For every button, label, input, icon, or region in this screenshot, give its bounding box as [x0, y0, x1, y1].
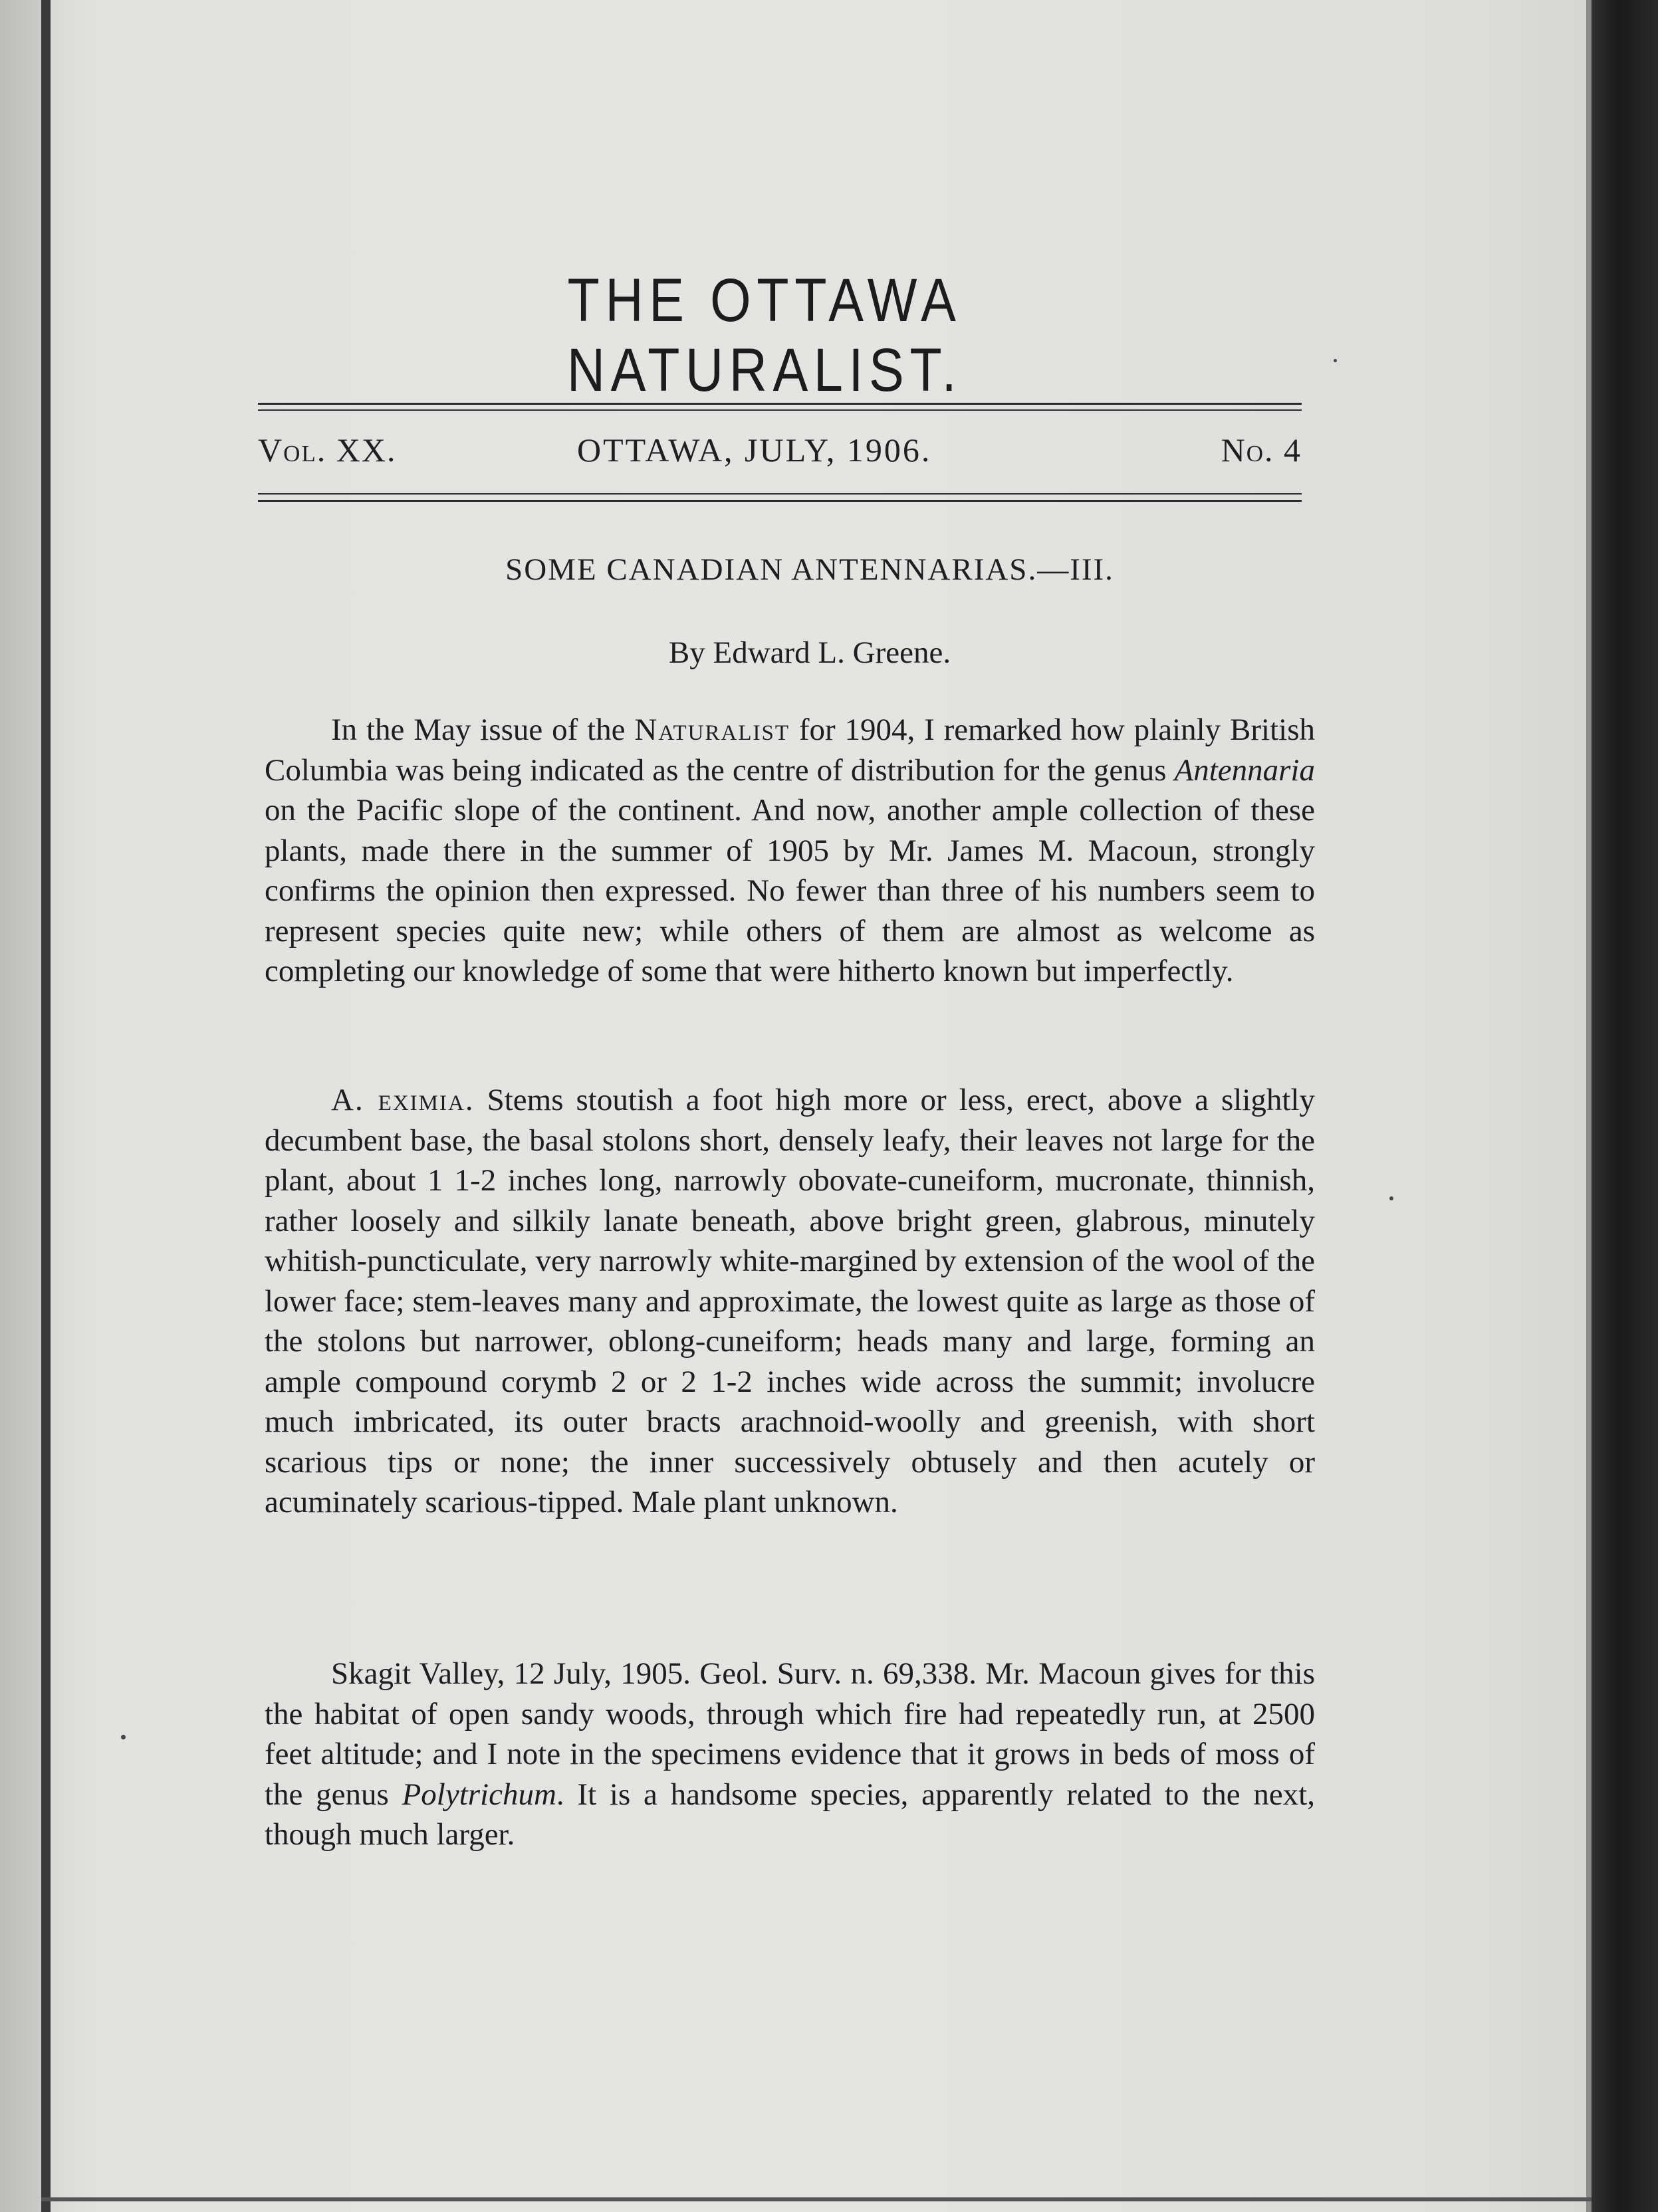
scan-speck: [1334, 359, 1337, 362]
para3-text-b: . It is a handsome species, apparently related to the next, though much larger.: [265, 1777, 1315, 1852]
dark-background-edge: [1592, 0, 1658, 2212]
para1-text-b: for 1904, I remarked how plainly British Columbia was being indicated as the centre of distribution for the genus: [265, 713, 1315, 788]
masthead-rule-top: [258, 403, 1302, 405]
species-name: A. eximia.: [331, 1083, 475, 1117]
genus-polytrichum: Polytrichum: [402, 1777, 556, 1812]
issue-line: [258, 431, 1302, 477]
para3-text-a: Skagit Valley, 12 July, 1905. Geol. Surv. n. 69,338. Mr. Macoun gives for this the habitat of open sandy woods, through which fire had repeatedly run, at 2500 feet altitude; and I note in the specimens evidence that it grows in beds of moss of the genus: [265, 1656, 1315, 1812]
scan-speck: [1389, 1196, 1393, 1200]
paragraph-intro: [265, 710, 1315, 992]
scan-speck: [121, 1735, 126, 1739]
masthead-rule-top-inner: [258, 409, 1302, 411]
bottom-edge-line: [41, 2197, 1592, 2201]
journal-masthead: THE OTTAWA NATURALIST.: [566, 267, 963, 404]
dateline: OTTAWA, JULY, 1906.: [577, 431, 932, 469]
genus-name: Antennaria: [1174, 752, 1315, 788]
para2-text: Stems stoutish a foot high more or less, erect, above a slightly decumbent base, the basal stolons short, densely leafy, their leaves not large for the plant, about 1 1-2 inches long, narrowly obovate-cuneiform, mucronate, thinnish, rather loosely and silkily lanate beneath, above bright green, glabrous, minutely whitish-puncticulate, very narrowly white-margined by extension of the wool of the lower face; stem-leaves many and approximate, the lowest quite as large as those of the stolons but narrower, oblong-cuneiform; heads many and large, forming an ample compound corymb 2 or 2 1-2 inches wide across the summit; involucre much imbricated, its outer bracts arachnoid-woolly and greenish, with short scarious tips or none; the inner successively obtusely and then acutely or acuminately scarious-tipped. Male plant unknown.: [265, 1083, 1315, 1519]
para1-text-c: on the Pacific slope of the continent. And now, another ample collection of these plants, made there in the summer of 1905 by Mr. James M. Macoun, strongly confirms the opinion then expressed. No fewer than three of his numbers seem to represent species quite new; while others of them are almost as welcome as completing our knowledge of some that were hitherto known but imperfectly.: [265, 793, 1315, 988]
issue-number: No. 4: [1221, 431, 1302, 469]
page-right-edge: [1586, 0, 1592, 2212]
journal-name: Naturalist: [634, 713, 790, 747]
binding-edge-line: [41, 0, 51, 2212]
page-left-margin: [0, 0, 41, 2212]
para1-text-a: In the May issue of the: [331, 713, 635, 747]
issue-rule-lower: [258, 500, 1302, 502]
issue-rule-upper: [258, 493, 1302, 495]
paragraph-locality: [265, 1654, 1315, 1855]
volume-label: Vol. XX.: [258, 431, 397, 469]
article-byline: By Edward L. Greene.: [668, 635, 951, 670]
paragraph-species-description: [265, 1080, 1315, 1523]
article-title: SOME CANADIAN ANTENNARIAS.—III.: [505, 552, 1114, 587]
